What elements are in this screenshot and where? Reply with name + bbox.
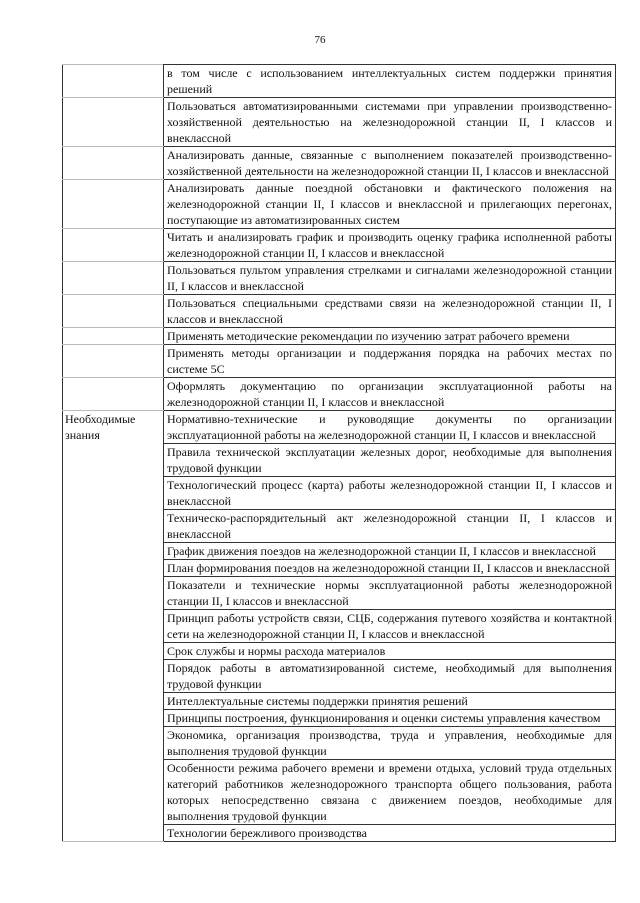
empty-label-cell [63,65,164,98]
table-cell: Применять методические рекомендации по изучению затрат рабочего времени [164,328,616,345]
table-cell: Пользоваться автоматизированными системами при управлении производственно-хозяйственной деятельностью на железнодорожной станции II, I классов и внеклассной [164,98,616,147]
table-row [63,98,616,147]
section-label: Необходимые знания [65,412,136,442]
table-row [63,147,616,180]
table-cell: Анализировать данные поездной обстановки и фактического положения на железнодорожной станции II, I классов и внеклассной и прилегающих перегонах, поступающие из автоматизированных систем [164,180,616,229]
table-cell: Техническо-распорядительный акт железнодорожной станции II, I классов и внеклассной [164,510,616,543]
table-cell: График движения поездов на железнодорожной станции II, I классов и внеклассной [164,543,616,560]
table-cell: Оформлять документацию по организации эксплуатационной работы на железнодорожной станции II, I классов и внеклассной [164,378,616,411]
empty-label-cell [63,378,164,411]
table-cell: Пользоваться пультом управления стрелками и сигналами железнодорожной станции II, I классов и внеклассной [164,262,616,295]
table-cell: Нормативно-технические и руководящие документы по организации эксплуатационной работы на железнодорожной станции II, I классов и внеклассной [164,411,616,444]
table-cell: Принципы построения, функционирования и оценки системы управления качеством [164,710,616,727]
table-cell: Принцип работы устройств связи, СЦБ, содержания путевого хозяйства и контактной сети на железнодорожной станции II, I классов и внеклассной [164,610,616,643]
table-cell: Технологический процесс (карта) работы железнодорожной станции II, I классов и внеклассной [164,477,616,510]
requirements-table [62,64,616,842]
table-cell: Технологии бережливого производства [164,825,616,842]
table-row [63,295,616,328]
table-cell: Интеллектуальные системы поддержки принятия решений [164,693,616,710]
table-row [63,262,616,295]
table-cell: Особенности режима рабочего времени и времени отдыха, условий труда отдельных категорий работников железнодорожного транспорта общего пользования, работа которых непосредственно связана с движением поездов, необходимые для выполнения трудовой функции [164,760,616,825]
table-cell: Правила технической эксплуатации железных дорог, необходимые для выполнения трудовой функции [164,444,616,477]
section-label-cell [63,411,164,842]
table-row [63,411,616,444]
table-cell: Срок службы и нормы расхода материалов [164,643,616,660]
empty-label-cell [63,229,164,262]
table-cell: в том числе с использованием интеллектуальных систем поддержки принятия решений [164,65,616,98]
table-cell: Применять методы организации и поддержания порядка на рабочих местах по системе 5С [164,345,616,378]
table-cell: Анализировать данные, связанные с выполнением показателей производственно-хозяйственной деятельности на железнодорожной станции II, I классов и внеклассной [164,147,616,180]
table-row [63,328,616,345]
empty-label-cell [63,328,164,345]
empty-label-cell [63,98,164,147]
table-cell: Показатели и технические нормы эксплуатационной работы железнодорожной станции II, I классов и внеклассной [164,577,616,610]
table-row [63,180,616,229]
table-cell: Пользоваться специальными средствами связи на железнодорожной станции II, I классов и внеклассной [164,295,616,328]
table-row [63,65,616,98]
table-cell: Экономика, организация производства, труда и управления, необходимые для выполнения трудовой функции [164,727,616,760]
empty-label-cell [63,262,164,295]
page-number: 76 [314,34,326,46]
empty-label-cell [63,180,164,229]
table-cell: План формирования поездов на железнодорожной станции II, I классов и внеклассной [164,560,616,577]
table-row [63,378,616,411]
table-cell: Читать и анализировать график и производить оценку графика исполненной работы железнодорожной станции II, I классов и внеклассной [164,229,616,262]
empty-label-cell [63,147,164,180]
table-row [63,345,616,378]
empty-label-cell [63,295,164,328]
empty-label-cell [63,345,164,378]
table-row [63,229,616,262]
table-cell: Порядок работы в автоматизированной системе, необходимый для выполнения трудовой функции [164,660,616,693]
